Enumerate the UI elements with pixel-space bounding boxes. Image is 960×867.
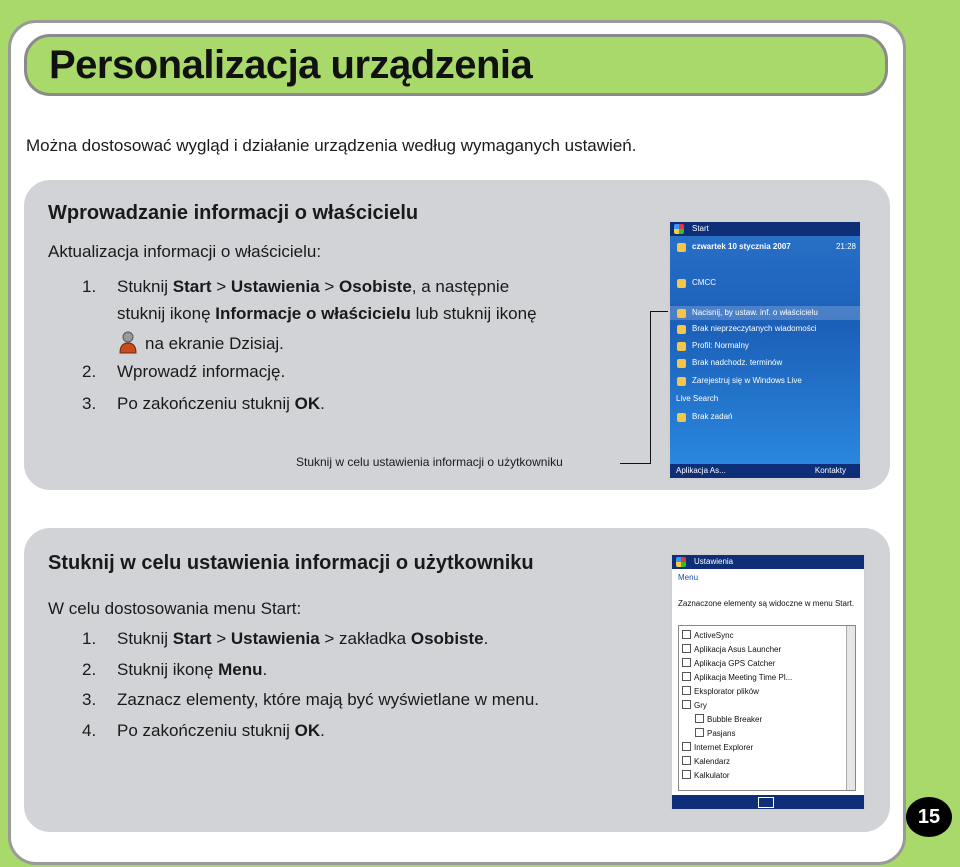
section2-step1	[82, 629, 488, 649]
today-row: CMCC	[692, 278, 716, 287]
menu-description: Zaznaczone elementy są widoczne w menu Start.	[678, 599, 855, 608]
personal-keyword: Osobiste	[410, 629, 484, 648]
section1-step1-line1	[82, 277, 509, 297]
step-text: Po zakończeniu stuknij	[117, 721, 295, 740]
step-text: .	[320, 721, 325, 740]
page-number: 15	[906, 797, 952, 837]
today-time: 21:28	[835, 242, 856, 251]
section1-step3	[82, 394, 325, 414]
checkbox-icon[interactable]	[695, 728, 704, 737]
step-text: Stuknij	[117, 277, 173, 296]
screenshot-caption: Stuknij w celu ustawienia informacji o użytkowniku	[296, 455, 563, 469]
step-number: 2.	[82, 660, 97, 679]
start-keyword: Start	[172, 629, 212, 648]
section2-step2	[82, 660, 267, 680]
step-number: 3.	[82, 394, 97, 413]
item-label: Gry	[694, 701, 707, 710]
checkbox-icon[interactable]	[682, 700, 691, 709]
step-text: lub stuknij ikonę	[410, 304, 537, 323]
today-row: Brak nieprzeczytanych wiadomości	[692, 324, 817, 333]
menu-list-item[interactable]	[682, 770, 730, 780]
phone-softkey-bar	[672, 795, 864, 809]
menu-list-item[interactable]	[682, 756, 730, 766]
section1-step1-line3	[117, 330, 284, 354]
item-label: ActiveSync	[694, 631, 734, 640]
windows-flag-icon	[674, 224, 684, 234]
softkey-left[interactable]: Aplikacja As...	[676, 466, 726, 475]
today-row: Zarejestruj się w Windows Live	[692, 376, 802, 385]
settings-keyword: Ustawienia	[230, 277, 320, 296]
start-keyword: Start	[172, 277, 212, 296]
step-text: Wprowadź informację.	[117, 362, 286, 381]
today-row: Brak zadań	[692, 412, 733, 421]
keyboard-icon[interactable]	[758, 797, 774, 808]
step-text: > zakładka	[319, 629, 411, 648]
menu-tab-label: Menu	[678, 573, 699, 582]
today-owner-row[interactable]: Nacisnij, by ustaw. inf. o właścicielu	[692, 308, 818, 317]
today-row: Live Search	[676, 394, 719, 403]
checkbox-icon[interactable]	[682, 742, 691, 751]
step-number: 4.	[82, 721, 97, 740]
today-date: czwartek 10 stycznia 2007	[692, 242, 791, 251]
step-text: Po zakończeniu stuknij	[117, 394, 295, 413]
today-row: Brak nadchodz. terminów	[692, 358, 783, 367]
today-screen-screenshot	[668, 220, 862, 480]
section1-lead: Aktualizacja informacji o właścicielu:	[48, 242, 322, 261]
step-text: Zaznacz elementy, które mają być wyświetlane w menu.	[117, 690, 540, 709]
step-number: 3.	[82, 690, 97, 709]
section2-lead: W celu dostosowania menu Start:	[48, 599, 302, 618]
step-number: 1.	[82, 277, 97, 296]
menu-list-item[interactable]	[695, 714, 762, 724]
page-title: Personalizacja urządzenia	[49, 43, 533, 87]
checkbox-icon[interactable]	[682, 630, 691, 639]
windows-flag-icon	[676, 557, 686, 567]
section1-step2	[82, 362, 285, 382]
item-label: Pasjans	[707, 729, 736, 738]
item-label: Bubble Breaker	[707, 715, 763, 724]
item-label: Eksplorator plików	[694, 687, 759, 696]
leader-line	[650, 311, 651, 464]
phone-title: Ustawienia	[694, 557, 734, 566]
menu-list-item[interactable]	[682, 644, 781, 654]
phone-title-bar	[672, 555, 864, 569]
step-text: .	[320, 394, 325, 413]
menu-list-item[interactable]	[682, 630, 734, 640]
leader-line	[620, 463, 650, 464]
personal-keyword: Osobiste	[339, 277, 412, 296]
owner-icon	[117, 330, 139, 354]
step-text: stuknij ikonę	[117, 304, 216, 323]
step-text: Stuknij	[117, 629, 173, 648]
item-label: Kalendarz	[694, 757, 731, 766]
item-label: Internet Explorer	[694, 743, 754, 752]
separator: >	[319, 277, 340, 296]
item-label: Aplikacja Asus Launcher	[694, 645, 782, 654]
section1-heading: Wprowadzanie informacji o właścicielu	[48, 202, 419, 224]
step-text: .	[483, 629, 489, 648]
checkbox-icon[interactable]	[682, 658, 691, 667]
item-label: Aplikacja GPS Catcher	[694, 659, 776, 668]
step-number: 2.	[82, 362, 97, 381]
menu-list-item[interactable]	[695, 728, 735, 738]
phone-title-bar	[670, 222, 860, 236]
checkbox-icon[interactable]	[682, 644, 691, 653]
section2-step3	[82, 690, 539, 710]
menu-list-item[interactable]	[682, 700, 707, 710]
step-text: .	[262, 660, 268, 679]
menu-settings-screenshot	[670, 553, 866, 811]
menu-list-item[interactable]	[682, 686, 759, 696]
menu-list-item[interactable]	[682, 672, 792, 682]
softkey-right[interactable]: Kontakty	[814, 466, 846, 475]
section2-step4	[82, 721, 325, 741]
step-number: 1.	[82, 629, 97, 648]
phone-softkey-bar	[670, 464, 860, 478]
item-label: Kalkulator	[694, 771, 730, 780]
checkbox-icon[interactable]	[682, 686, 691, 695]
intro-text: Można dostosować wygląd i działanie urządzenia według wymaganych ustawień.	[26, 136, 637, 155]
checkbox-icon[interactable]	[682, 756, 691, 765]
separator: >	[211, 277, 231, 296]
checkbox-icon[interactable]	[682, 672, 691, 681]
separator: >	[211, 629, 231, 648]
menu-keyword: Menu	[218, 660, 263, 679]
owner-info-keyword: Informacje o właścicielu	[215, 304, 411, 323]
section1-step1-line2	[117, 304, 537, 324]
title-banner	[24, 34, 888, 96]
list-scrollbar[interactable]	[846, 626, 855, 790]
ok-keyword: OK	[294, 721, 321, 740]
settings-keyword: Ustawienia	[230, 629, 320, 648]
checkbox-icon[interactable]	[695, 714, 704, 723]
step-text: na ekranie Dzisiaj.	[145, 334, 284, 353]
ok-keyword: OK	[294, 394, 321, 413]
section2-heading: Stuknij w celu ustawienia informacji o użytkowniku	[48, 552, 534, 574]
today-row: Profil: Normalny	[692, 341, 749, 350]
menu-item-list	[678, 625, 856, 791]
phone-title: Start	[692, 224, 709, 233]
item-label: Aplikacja Meeting Time Pl...	[694, 673, 793, 682]
menu-list-item[interactable]	[682, 742, 753, 752]
step-text: , a następnie	[411, 277, 510, 296]
menu-list-item[interactable]	[682, 658, 775, 668]
checkbox-icon[interactable]	[682, 770, 691, 779]
step-text: Stuknij ikonę	[117, 660, 219, 679]
